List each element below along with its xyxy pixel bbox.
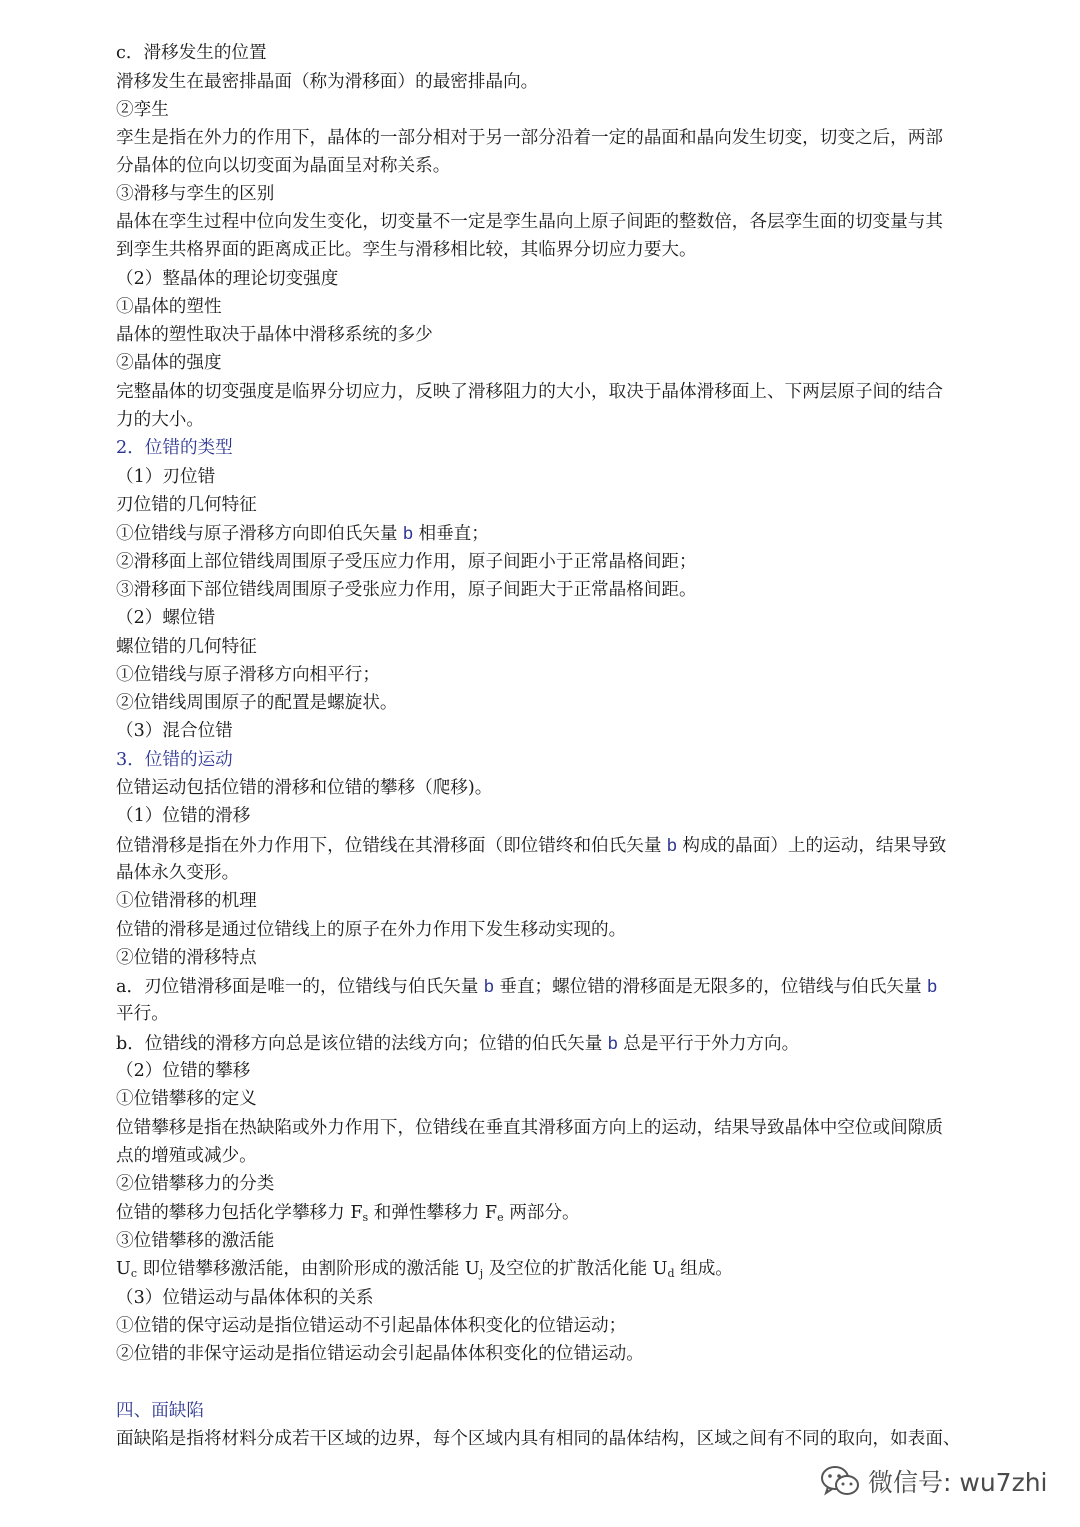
text-line bbox=[116, 463, 215, 491]
text-line bbox=[116, 208, 943, 236]
text-run: ②晶体的强度 bbox=[116, 353, 222, 373]
text-line bbox=[116, 491, 257, 519]
text-run: 四、面缺陷 bbox=[116, 1401, 204, 1421]
text-run: 分晶体的位向以切变面为晶面呈对称关系。 bbox=[116, 156, 451, 176]
text-run: ②孪生 bbox=[116, 100, 169, 120]
text-line bbox=[116, 68, 538, 96]
text-line bbox=[116, 746, 233, 774]
text-run: 晶体的塑性取决于晶体中滑移系统的多少 bbox=[116, 325, 433, 345]
vector-symbol: b bbox=[927, 976, 938, 996]
text-line bbox=[116, 689, 398, 717]
subscript: j bbox=[479, 1267, 484, 1280]
text-run: （2）位错的攀移 bbox=[116, 1061, 251, 1081]
text-run: ①位错线与原子滑移方向相平行； bbox=[116, 665, 380, 685]
vector-symbol: b bbox=[403, 523, 413, 543]
text-line bbox=[116, 39, 267, 67]
text-line bbox=[116, 859, 239, 887]
text-run: 平行。 bbox=[116, 1004, 169, 1024]
text-run: ①位错滑移的机理 bbox=[116, 891, 257, 911]
text-run: ①位错攀移的定义 bbox=[116, 1089, 257, 1109]
text-line bbox=[116, 1284, 374, 1312]
vector-symbol: b bbox=[483, 976, 494, 996]
text-line bbox=[116, 1227, 274, 1255]
text-line bbox=[116, 519, 489, 548]
text-run: 组成。 bbox=[674, 1259, 733, 1279]
text-run: （2）螺位错 bbox=[116, 608, 216, 628]
text-line bbox=[116, 972, 937, 1001]
text-run: U bbox=[116, 1259, 131, 1279]
text-run: ②位错线周围原子的配置是螺旋状。 bbox=[116, 693, 398, 713]
watermark bbox=[820, 1463, 1047, 1499]
text-run: （3）位错运动与晶体体积的关系 bbox=[116, 1288, 374, 1308]
text-line bbox=[116, 96, 169, 124]
vector-symbol: b bbox=[667, 835, 677, 855]
text-run: ②滑移面上部位错线周围原子受压应力作用，原子间距小于正常晶格间距； bbox=[116, 552, 697, 572]
text-run: 孪生是指在外力的作用下，晶体的一部分相对于另一部分沿着一定的晶面和晶向发生切变，切变之后，两部 bbox=[116, 128, 943, 148]
text-run: 即位错攀移激活能，由割阶形成的激活能 U bbox=[137, 1259, 480, 1279]
text-line bbox=[116, 1057, 250, 1085]
text-run: 总是平行于外力方向。 bbox=[617, 1034, 800, 1054]
text-line bbox=[116, 1085, 257, 1113]
subscript: c bbox=[130, 1267, 137, 1280]
text-line bbox=[116, 180, 274, 208]
text-run: ②位错的非保守运动是指位错运动会引起晶体体积变化的位错运动。 bbox=[116, 1344, 644, 1364]
text-run: 垂直；螺位错的滑移面是无限多的，位错线与伯氏矢量 bbox=[493, 977, 928, 997]
text-line bbox=[116, 1312, 626, 1340]
text-run: ③滑移面下部位错线周围原子受张应力作用，原子间距大于正常晶格间距。 bbox=[116, 580, 697, 600]
text-run: 及空位的扩散活化能 U bbox=[483, 1259, 668, 1279]
text-run: 位错的滑移是通过位错线上的原子在外力作用下发生移动实现的。 bbox=[116, 920, 627, 940]
text-line bbox=[116, 576, 697, 604]
subscript: s bbox=[362, 1211, 369, 1224]
text-run: 晶体永久变形。 bbox=[116, 863, 240, 883]
text-line bbox=[116, 1340, 644, 1368]
text-run: ③位错攀移的激活能 bbox=[116, 1231, 275, 1251]
text-run: 点的增殖或减少。 bbox=[116, 1146, 257, 1166]
text-line bbox=[116, 916, 626, 944]
text-line bbox=[116, 717, 233, 745]
text-line bbox=[116, 548, 697, 576]
text-line bbox=[116, 661, 380, 689]
text-line bbox=[116, 406, 204, 434]
text-line bbox=[116, 124, 943, 152]
text-line bbox=[116, 378, 943, 406]
text-run: 相垂直； bbox=[412, 524, 489, 544]
text-run: （3）混合位错 bbox=[116, 721, 233, 741]
text-run: 完整晶体的切变强度是临界分切应力，反映了滑移阻力的大小，取决于晶体滑移面上、下两层原子间的结合 bbox=[116, 382, 943, 402]
text-line bbox=[116, 1142, 257, 1170]
text-line bbox=[116, 1170, 274, 1198]
text-run: a．刃位错滑移面是唯一的，位错线与伯氏矢量 bbox=[116, 977, 484, 997]
text-line bbox=[116, 1000, 169, 1028]
text-run: ②位错的滑移特点 bbox=[116, 948, 257, 968]
text-line bbox=[116, 633, 257, 661]
text-run: b．位错线的滑移方向总是该位错的法线方向；位错的伯氏矢量 bbox=[116, 1034, 608, 1054]
text-line bbox=[116, 236, 697, 264]
text-run: 两部分。 bbox=[503, 1203, 580, 1223]
vector-symbol: b bbox=[607, 1033, 618, 1053]
text-run: 位错攀移是指在热缺陷或外力作用下，位错线在垂直其滑移面方向上的运动，结果导致晶体中空位或间隙质 bbox=[116, 1118, 943, 1138]
text-run: （1）位错的滑移 bbox=[116, 806, 251, 826]
text-line bbox=[116, 1397, 204, 1425]
text-line bbox=[116, 774, 492, 802]
text-line bbox=[116, 1425, 961, 1453]
text-line bbox=[116, 831, 946, 860]
text-run: ①位错的保守运动是指位错运动不引起晶体体积变化的位错运动； bbox=[116, 1316, 627, 1336]
text-line bbox=[116, 1029, 799, 1058]
wechat-icon bbox=[820, 1464, 860, 1498]
text-line bbox=[116, 604, 215, 632]
text-run: 滑移发生在最密排晶面（称为滑移面）的最密排晶向。 bbox=[116, 72, 539, 92]
text-line bbox=[116, 434, 233, 462]
text-run: 和弹性攀移力 F bbox=[368, 1203, 498, 1223]
text-run: ①位错线与原子滑移方向即伯氏矢量 bbox=[116, 524, 404, 544]
text-line bbox=[116, 293, 222, 321]
text-run: ①晶体的塑性 bbox=[116, 297, 222, 317]
text-run: 位错滑移是指在外力作用下，位错线在其滑移面（即位错终和伯氏矢量 bbox=[116, 836, 668, 856]
text-run: 位错的攀移力包括化学攀移力 F bbox=[116, 1203, 363, 1223]
text-line bbox=[116, 152, 450, 180]
text-run: ②位错攀移力的分类 bbox=[116, 1174, 275, 1194]
text-run: ③滑移与孪生的区别 bbox=[116, 184, 275, 204]
text-run: c．滑移发生的位置 bbox=[116, 43, 267, 63]
text-run: 3．位错的运动 bbox=[116, 750, 233, 770]
text-run: 刃位错的几何特征 bbox=[116, 495, 257, 515]
subscript: e bbox=[497, 1211, 504, 1224]
text-run: 面缺陷是指将材料分成若干区域的边界，每个区域内具有相同的晶体结构，区域之间有不同的取向，如表面、 bbox=[116, 1429, 961, 1449]
text-run: 构成的晶面）上的运动，结果导致 bbox=[676, 836, 947, 856]
subscript: d bbox=[667, 1267, 675, 1280]
text-run: 2．位错的类型 bbox=[116, 438, 233, 458]
text-run: （2）整晶体的理论切变强度 bbox=[116, 269, 339, 289]
text-run: 螺位错的几何特征 bbox=[116, 637, 257, 657]
text-line bbox=[116, 944, 257, 972]
text-line bbox=[116, 887, 257, 915]
text-run: （1）刃位错 bbox=[116, 467, 216, 487]
text-run: 到孪生共格界面的距离成正比。孪生与滑移相比较，其临界分切应力要大。 bbox=[116, 240, 697, 260]
watermark-text: 微信号: wu7zhi bbox=[868, 1468, 1048, 1497]
text-line bbox=[116, 349, 222, 377]
text-line bbox=[116, 1114, 943, 1142]
text-run: 位错运动包括位错的滑移和位错的攀移（爬移)。 bbox=[116, 778, 493, 798]
text-line bbox=[116, 802, 250, 830]
text-run: 力的大小。 bbox=[116, 410, 204, 430]
text-run: 晶体在孪生过程中位向发生变化，切变量不一定是孪生晶向上原子间距的整数倍，各层孪生面的切变量与其 bbox=[116, 212, 943, 232]
text-line bbox=[116, 321, 433, 349]
text-line bbox=[116, 265, 338, 293]
